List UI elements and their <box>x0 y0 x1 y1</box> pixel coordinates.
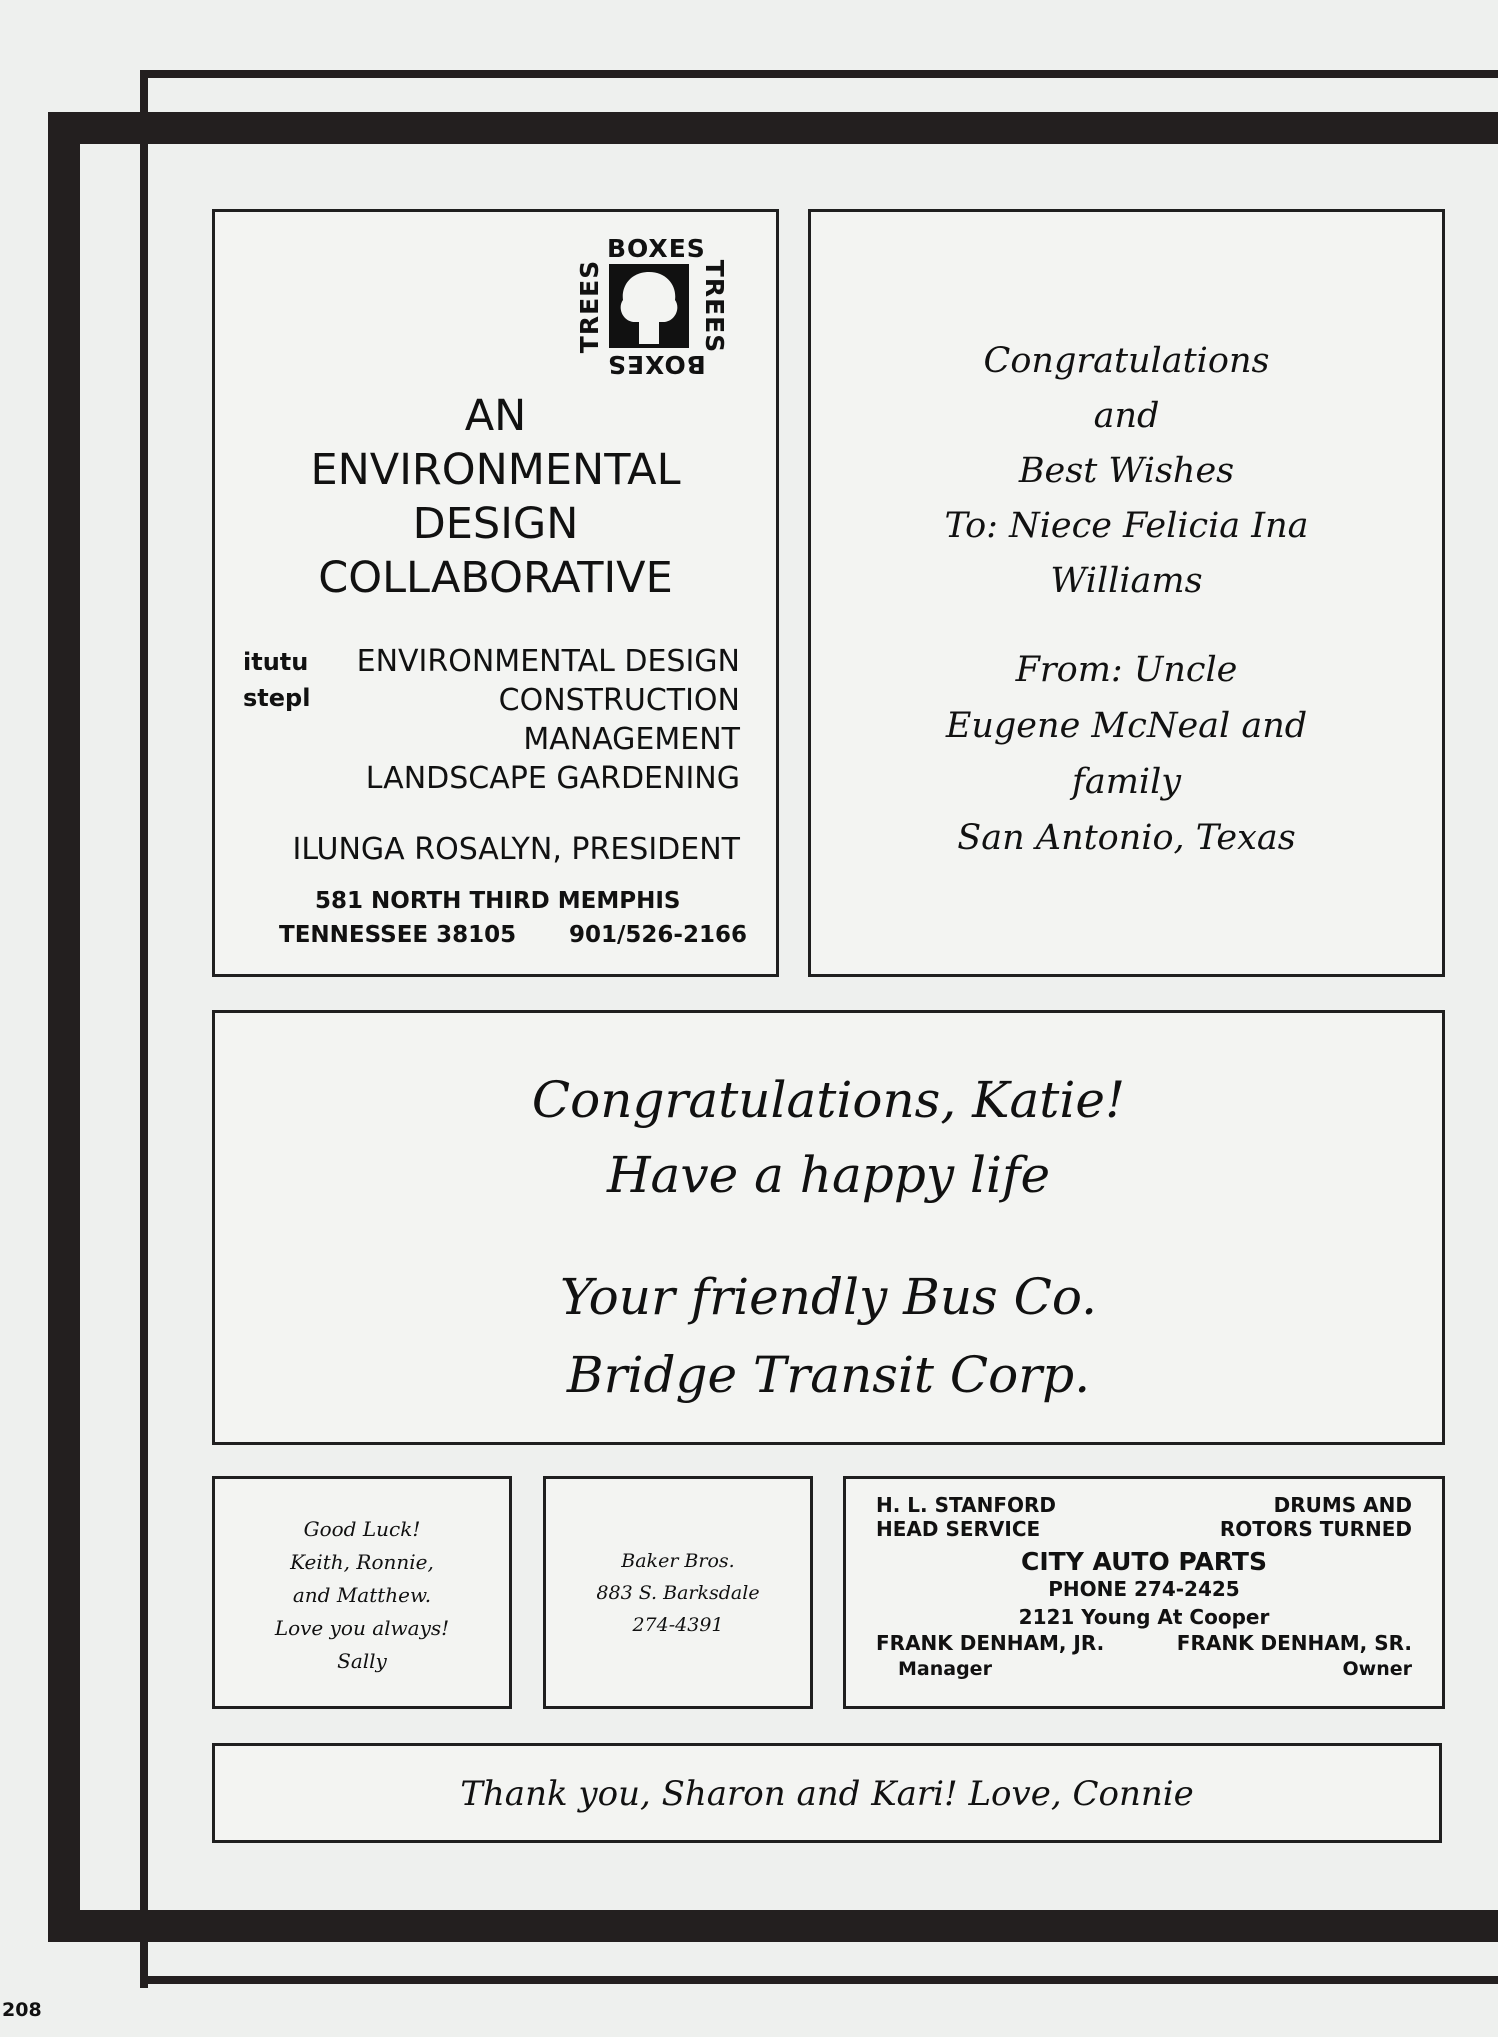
stanford-name: H. L. STANFORD <box>876 1493 1056 1517</box>
sally-ad <box>212 1476 512 1709</box>
williams-line-1: Congratulations <box>983 341 1270 381</box>
auto-parts-address: 2121 Young At Cooper <box>1018 1605 1270 1629</box>
owner-title: Owner <box>1342 1658 1412 1680</box>
auto-parts-name: CITY AUTO PARTS <box>1021 1547 1267 1576</box>
side-word-1: itutu <box>243 648 309 676</box>
frame-left-thick <box>48 112 80 1928</box>
side-word-2: stepl <box>243 684 311 712</box>
city-auto-parts-ad <box>843 1476 1445 1709</box>
williams-line-3: Best Wishes <box>1018 451 1235 491</box>
ad-heading-line-4: COLLABORATIVE <box>318 553 673 603</box>
williams-line-5: Williams <box>1050 561 1203 601</box>
manager-title: Manager <box>898 1658 992 1680</box>
baker-line-1: Baker Bros. <box>621 1550 735 1572</box>
drums-line-2: ROTORS TURNED <box>1219 1517 1412 1541</box>
owner-name: FRANK DENHAM, SR. <box>1176 1631 1412 1655</box>
ad-heading-line-2: ENVIRONMENTAL <box>310 445 681 495</box>
logo-top-text: BOXES <box>607 234 706 263</box>
sally-line-5: Sally <box>337 1649 387 1673</box>
williams-line-2: and <box>1093 396 1160 436</box>
service-3: MANAGEMENT <box>523 722 740 757</box>
tree-icon <box>609 264 689 348</box>
williams-line-4: To: Niece Felicia Ina <box>944 506 1309 546</box>
ad-heading-line-3: DESIGN <box>412 499 579 549</box>
auto-parts-phone: PHONE 274-2425 <box>1048 1577 1240 1601</box>
frame-top-thin <box>140 70 1498 78</box>
address-line-2: TENNESSEE 38105 <box>279 922 517 948</box>
trees-boxes-logo <box>571 230 730 386</box>
sally-line-2: Keith, Ronnie, <box>290 1550 434 1574</box>
bus-line-2: Have a happy life <box>606 1146 1051 1204</box>
connie-text: Thank you, Sharon and Kari! Love, Connie <box>460 1774 1194 1814</box>
sally-line-3: and Matthew. <box>292 1583 432 1607</box>
ad-heading-line-1: AN <box>464 391 527 441</box>
baker-bros-ad <box>543 1476 813 1709</box>
stanford-service: HEAD SERVICE <box>876 1517 1041 1541</box>
frame-left-thin <box>140 70 148 1988</box>
bus-company-ad <box>212 1010 1445 1445</box>
frame-top-thick <box>48 112 1498 144</box>
service-4: LANDSCAPE GARDENING <box>365 761 740 796</box>
drums-line-1: DRUMS AND <box>1273 1493 1412 1517</box>
sally-line-4: Love you always! <box>274 1616 450 1640</box>
frame-bottom-thick <box>48 1910 1498 1942</box>
williams-ad <box>808 209 1445 977</box>
logo-right-text: TREES <box>700 259 730 354</box>
frame-bottom-thin <box>140 1976 1498 1984</box>
president-line: ILUNGA ROSALYN, PRESIDENT <box>292 832 740 867</box>
baker-line-2: 883 S. Barksdale <box>596 1582 760 1604</box>
connie-ad <box>212 1743 1442 1843</box>
phone-number: 901/526-2166 <box>569 922 747 948</box>
address-line-1: 581 NORTH THIRD MEMPHIS <box>315 888 681 914</box>
williams-from-4: San Antonio, Texas <box>957 818 1296 858</box>
bus-line-1: Congratulations, Katie! <box>531 1071 1126 1129</box>
williams-from-2: Eugene McNeal and <box>945 706 1308 746</box>
environmental-design-ad <box>212 209 779 977</box>
williams-from-1: From: Uncle <box>1015 650 1238 690</box>
page-number: 208 <box>2 1999 42 2021</box>
logo-bottom-text: BOXES <box>607 350 706 379</box>
service-2: CONSTRUCTION <box>498 683 740 718</box>
sally-line-1: Good Luck! <box>303 1517 421 1541</box>
manager-name: FRANK DENHAM, JR. <box>876 1631 1105 1655</box>
logo-left-text: TREES <box>575 259 605 354</box>
bus-sponsor-2: Bridge Transit Corp. <box>566 1346 1091 1404</box>
service-1: ENVIRONMENTAL DESIGN <box>356 644 740 679</box>
baker-line-3: 274-4391 <box>632 1614 724 1636</box>
bus-sponsor-1: Your friendly Bus Co. <box>560 1268 1097 1326</box>
williams-from-3: family <box>1071 762 1182 802</box>
